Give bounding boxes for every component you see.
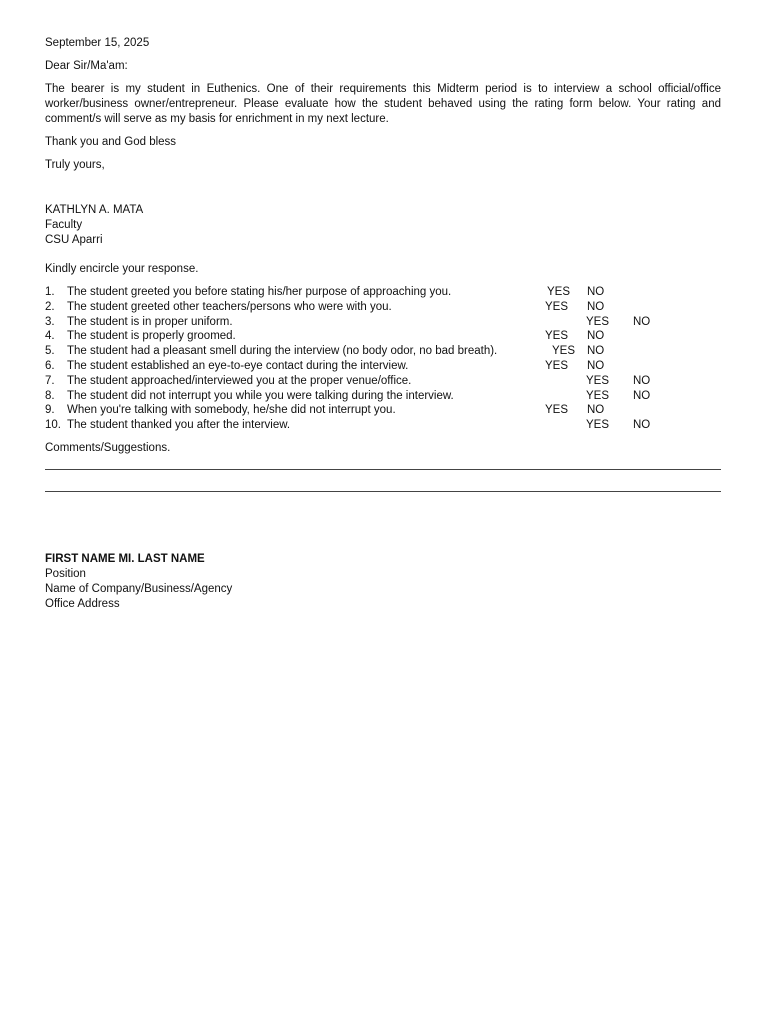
- no-option[interactable]: NO: [587, 286, 605, 298]
- item-number: 6.: [45, 359, 55, 372]
- respondent-position: Position: [45, 567, 86, 580]
- no-option[interactable]: NO: [587, 359, 605, 372]
- rating-item: [45, 374, 721, 389]
- rating-item: [45, 403, 721, 418]
- no-option[interactable]: NO: [633, 315, 651, 328]
- item-number: 10.: [45, 419, 61, 432]
- letter-page: [45, 36, 721, 612]
- yes-option[interactable]: YES: [545, 300, 569, 313]
- yes-option[interactable]: YES: [586, 374, 610, 387]
- item-text: The student greeted other teachers/persons who were with you.: [67, 300, 392, 313]
- rating-item: [45, 329, 721, 344]
- item-text: The student greeted you before stating his/her purpose of approaching you.: [67, 286, 452, 298]
- rating-item: [45, 344, 721, 359]
- closing-line: Truly yours,: [45, 159, 105, 171]
- item-number: 5.: [45, 345, 55, 358]
- letter-date: September 15, 2025: [45, 37, 150, 49]
- item-text: The student thanked you after the interview.: [67, 419, 291, 432]
- thanks-line: Thank you and God bless: [45, 136, 177, 148]
- yes-option[interactable]: YES: [586, 389, 610, 402]
- item-number: 2.: [45, 300, 55, 313]
- item-text: The student did not interrupt you while you were talking during the interview.: [67, 389, 454, 402]
- rating-item: [45, 315, 721, 330]
- letter-body: The bearer is my student in Euthenics. One of their requirements this Midterm period is to interview a school official/office worker/business owner/entrepreneur. Please evaluate how the student behaved using the rating form below. Your rating and comment/s will serve as my basis for enrichment in my next lecture.: [45, 83, 721, 125]
- yes-option[interactable]: YES: [545, 330, 569, 343]
- rating-item: [45, 285, 721, 300]
- respondent-name: FIRST NAME MI. LAST NAME: [45, 552, 205, 565]
- yes-option[interactable]: YES: [547, 286, 571, 298]
- yes-option[interactable]: YES: [586, 419, 610, 432]
- item-number: 3.: [45, 315, 55, 328]
- no-option[interactable]: NO: [587, 330, 605, 343]
- rating-list: [45, 285, 721, 433]
- rating-item: [45, 300, 721, 315]
- yes-option[interactable]: YES: [586, 315, 610, 328]
- item-text: The student is in proper uniform.: [67, 315, 233, 328]
- item-text: The student established an eye-to-eye contact during the interview.: [67, 359, 409, 372]
- no-option[interactable]: NO: [587, 345, 605, 358]
- rating-item: [45, 418, 721, 433]
- salutation: Dear Sir/Ma'am:: [45, 60, 128, 72]
- item-number: 1.: [45, 286, 55, 298]
- comments-label: Comments/Suggestions.: [45, 441, 171, 454]
- no-option[interactable]: NO: [633, 374, 651, 387]
- instruction-line: Kindly encircle your response.: [45, 263, 199, 275]
- item-number: 7.: [45, 374, 55, 387]
- no-option[interactable]: NO: [633, 389, 651, 402]
- item-text: The student approached/interviewed you at the proper venue/office.: [67, 374, 412, 387]
- signatory-name: KATHLYN A. MATA: [45, 204, 144, 216]
- no-option[interactable]: NO: [587, 300, 605, 313]
- rating-item: [45, 359, 721, 374]
- signatory-campus: CSU Aparri: [45, 234, 103, 246]
- item-text: The student had a pleasant smell during the interview (no body odor, no bad breath).: [67, 345, 498, 358]
- respondent-company: Name of Company/Business/Agency: [45, 582, 233, 595]
- item-number: 8.: [45, 389, 55, 402]
- signatory-position: Faculty: [45, 219, 83, 231]
- rating-item: [45, 389, 721, 404]
- item-number: 4.: [45, 330, 55, 343]
- no-option[interactable]: NO: [633, 419, 651, 432]
- respondent-address: Office Address: [45, 597, 120, 610]
- item-text: The student is properly groomed.: [67, 330, 236, 343]
- no-option[interactable]: NO: [587, 404, 605, 417]
- item-number: 9.: [45, 404, 55, 417]
- yes-option[interactable]: YES: [545, 359, 569, 372]
- yes-option[interactable]: YES: [545, 404, 569, 417]
- item-text: When you're talking with somebody, he/she did not interrupt you.: [67, 404, 396, 417]
- yes-option[interactable]: YES: [552, 345, 576, 358]
